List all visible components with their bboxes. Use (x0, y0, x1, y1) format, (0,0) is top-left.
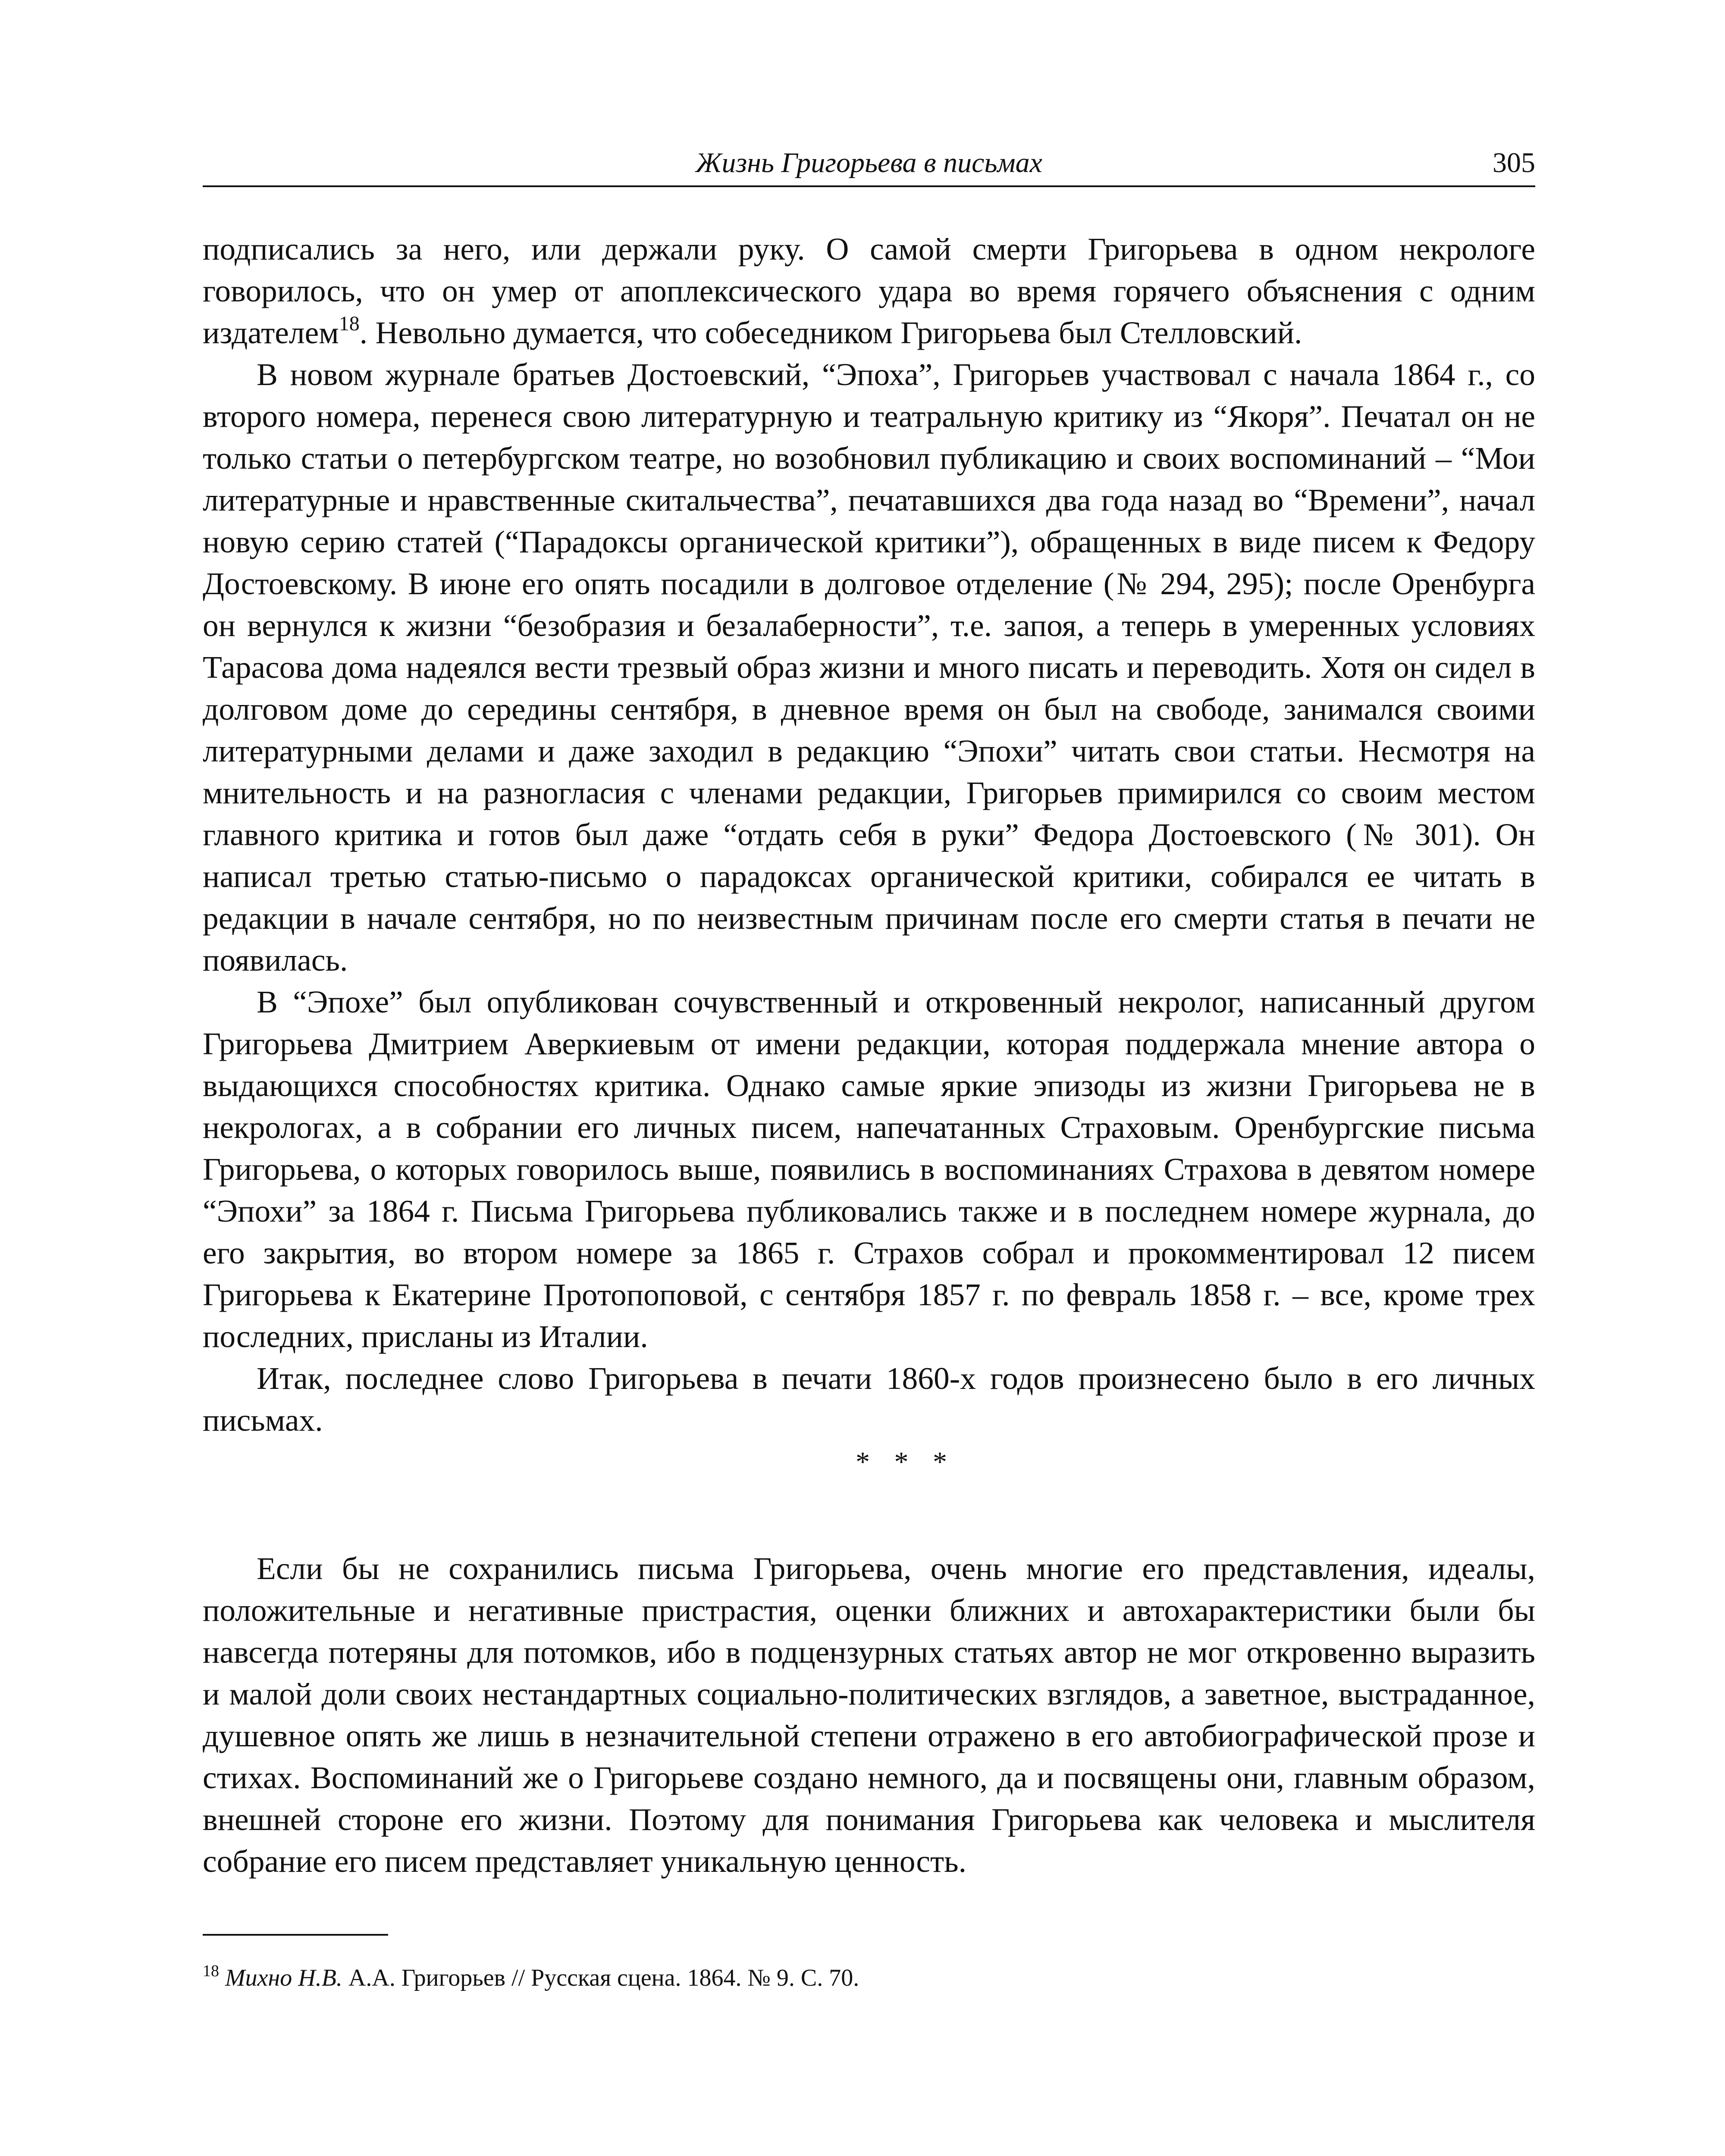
running-title: Жизнь Григорьева в письмах (696, 147, 1042, 179)
footnote-divider (203, 1934, 388, 1936)
paragraph-1 (203, 228, 1535, 354)
footnote-text: А.А. Григорьев // Русская сцена. 1864. № 9. С. 70. (342, 1965, 859, 1991)
footnote-reference: 18 (339, 312, 360, 335)
running-head (203, 138, 1535, 187)
footnote-number: 18 (203, 1962, 219, 1980)
paragraph-1-text-a: подписались за него, или держали руку. О самой смерти Григорьева в одном некрологе говорилось, что он умер от апоплексического удара во время горячего объяснения с одним издателем (203, 232, 1535, 350)
paragraph-1-text-b: . Невольно думается, что собеседником Григорьева был Стелловский. (359, 315, 1302, 350)
page-number: 305 (1493, 147, 1535, 179)
paragraph-4: Итак, последнее слово Григорьева в печати 1860-х годов произнесено было в его личных письмах. (203, 1361, 1535, 1438)
footnote (203, 1962, 1535, 1994)
section-separator: * * * (856, 1446, 947, 1478)
paragraph-2: В новом журнале братьев Достоевский, “Эпоха”, Григорьев участвовал с начала 1864 г., со второго номера, перенеся свою литературную и театральную критику из “Якоря”. Печатал он не только статьи о петербургском театре, но возобновил публикацию и своих воспоминаний – “Мои литературные и нравственные скитальчества”, печатавшихся два года назад во “Времени”, начал новую серию статей (“Парадоксы органической критики”), обращенных в виде писем к Федору Достоевскому. В июне его опять посадили в долговое отделение (№ 294, 295); после Оренбурга он вернулся к жизни “безобразия и безалаберности”, т.е. запоя, а теперь в умеренных условиях Тарасова дома надеялся вести трезвый образ жизни и много писать и переводить. Хотя он сидел в долговом доме до середины сентября, в дневное время он был на свободе, занимался своими литературными делами и даже заходил в редакцию “Эпохи” читать свои статьи. Несмотря на мнительность и на разногласия с членами редакции, Григорьев примирился со своим местом главного критика и готов был даже “отдать себя в руки” Федора Достоевского (№ 301). Он написал третью статью-письмо о парадоксах органической критики, собирался ее читать в редакции в начале сентября, но по неизвестным причинам после его смерти статья в печати не появилась. (203, 357, 1535, 978)
footnote-author: Михно Н.В. (225, 1965, 342, 1991)
body-text (203, 228, 1535, 1882)
paragraph-5: Если бы не сохранились письма Григорьева, очень многие его представления, идеалы, положительные и негативные пристрастия, оценки ближних и автохарактеристики были бы навсегда потеряны для потомков, ибо в подцензурных статьях автор не мог откровенно выразить и малой доли своих нестандартных социально-политических взглядов, а заветное, выстраданное, душевное опять же лишь в незначительной степени отражено в его автобиографической прозе и стихах. Воспоминаний же о Григорьеве создано немного, да и посвящены они, главным образом, внешней стороне его жизни. Поэтому для понимания Григорьева как человека и мыслителя собрание его писем представляет уникальную ценность. (203, 1551, 1535, 1879)
paragraph-3: В “Эпохе” был опубликован сочувственный и откровенный некролог, написанный другом Григорьева Дмитрием Аверкиевым от имени редакции, которая поддержала мнение автора о выдающихся способностях критика. Однако самые яркие эпизоды из жизни Григорьева не в некрологах, а в собрании его личных писем, напечатанных Страховым. Оренбургские письма Григорьева, о которых говорилось выше, появились в воспоминаниях Страхова в девятом номере “Эпохи” за 1864 г. Письма Григорьева публиковались также и в последнем номере журнала, до его закрытия, во втором номере за 1865 г. Страхов собрал и прокомментировал 12 писем Григорьева к Екатерине Протопоповой, с сентября 1857 г. по февраль 1858 г. – все, кроме трех последних, присланы из Италии. (203, 984, 1535, 1354)
book-page (203, 138, 1535, 2122)
